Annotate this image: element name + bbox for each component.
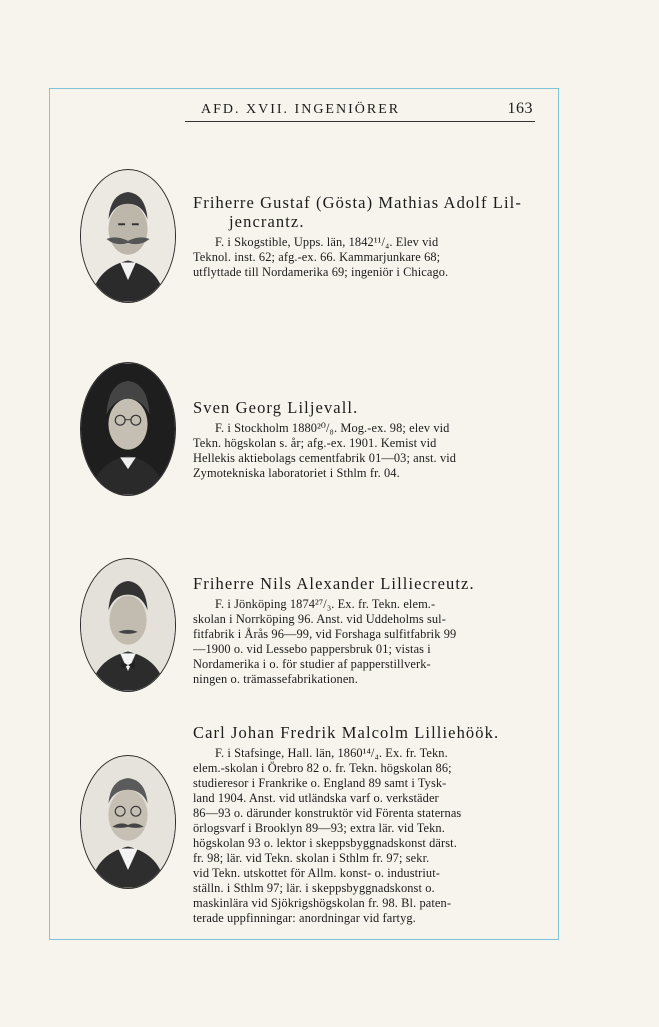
bio-line: maskinlära vid Sjökrigshögskolan fr. 98. Bl. paten- — [193, 896, 452, 910]
bio-line: studieresor i Frankrike o. England 89 samt i Tysk- — [193, 776, 447, 790]
bio-line: skolan i Norrköping 96. Anst. vid Uddeholms sul- — [193, 612, 446, 626]
entry-lilliehook — [193, 723, 535, 926]
header-rule — [185, 121, 535, 122]
bio-line: vid Tekn. utskottet för Allm. konst- o. industriut- — [193, 866, 440, 880]
bio-line: F. i Skogstible, Upps. län, 1842¹¹/₄. Elev vid — [215, 235, 439, 249]
bio-line: ställn. i Sthlm 97; lär. i skeppsbyggnadskonst o. — [193, 881, 435, 895]
entry-liljevall — [193, 398, 535, 481]
bio-line: Tekn. högskolan s. år; afg.-ex. 1901. Kemist vid — [193, 436, 437, 450]
bio-line: ningen o. trämassefabrikationen. — [193, 672, 358, 686]
entry-bio — [193, 746, 535, 926]
running-header — [185, 100, 535, 122]
entry-name: Sven Georg Liljevall. — [193, 398, 359, 417]
entry-bio — [193, 421, 535, 481]
portrait-image — [81, 756, 175, 888]
portrait-liljevall — [80, 362, 176, 496]
bio-line: —1900 o. vid Lessebo pappersbruk 01; vistas i — [193, 642, 431, 656]
bio-line: högskolan 93 o. lektor i skeppsbyggnadskonst därst. — [193, 836, 457, 850]
entry-liljencrantz — [193, 193, 535, 280]
entry-name: Friherre Nils Alexander Lilliecreutz. — [193, 574, 475, 593]
bio-line: terade uppfinningar: anordningar vid fartyg. — [193, 911, 416, 925]
bio-line: fr. 98; lär. vid Tekn. skolan i Sthlm fr. 97; sekr. — [193, 851, 430, 865]
portrait-image — [81, 170, 175, 302]
bio-line: F. i Stafsinge, Hall. län, 1860¹⁴/₄. Ex. fr. Tekn. — [215, 746, 448, 760]
bio-line: land 1904. Anst. vid utländska varf o. verkstäder — [193, 791, 439, 805]
bio-line: F. i Stockholm 1880²⁰/₈. Mog.-ex. 98; elev vid — [215, 421, 450, 435]
portrait-liljencrantz — [80, 169, 176, 303]
bio-line: Nordamerika i o. för studier af papperstillverk- — [193, 657, 431, 671]
bio-line: utflyttade till Nordamerika 69; ingeniör i Chicago. — [193, 265, 449, 279]
portrait-image — [81, 559, 175, 691]
bio-line: Hellekis aktiebolags cementfabrik 01—03; anst. vid — [193, 451, 457, 465]
entry-bio — [193, 235, 535, 280]
portrait-image — [81, 363, 175, 495]
entry-name: Friherre Gustaf (Gösta) Mathias Adolf Lil- — [193, 193, 522, 212]
entry-name-continued: jencrantz. — [229, 212, 305, 231]
bio-line: fitfabrik i Årås 96—99, vid Forshaga sulfitfabrik 99 — [193, 627, 457, 641]
bio-line: 86—93 o. därunder konstruktör vid Förenta staternas — [193, 806, 462, 820]
entry-lilliecreutz — [193, 574, 535, 687]
portrait-lilliecreutz — [80, 558, 176, 692]
entry-name: Carl Johan Fredrik Malcolm Lilliehöök. — [193, 723, 500, 742]
entry-bio — [193, 597, 535, 687]
bio-line: Zymotekniska laboratoriet i Sthlm fr. 04. — [193, 466, 400, 480]
bio-line: F. i Jönköping 1874²⁷/₃. Ex. fr. Tekn. elem.- — [215, 597, 436, 611]
portrait-lilliehook — [80, 755, 176, 889]
page-number: 163 — [507, 100, 533, 117]
bio-line: örlogsvarf i Brooklyn 89—93; extra lär. vid Tekn. — [193, 821, 445, 835]
bio-line: Teknol. inst. 62; afg.-ex. 66. Kammarjunkare 68; — [193, 250, 441, 264]
bio-line: elem.-skolan i Örebro 82 o. fr. Tekn. högskolan 86; — [193, 761, 452, 775]
section-title: AFD. XVII. INGENIÖRER — [201, 102, 401, 117]
